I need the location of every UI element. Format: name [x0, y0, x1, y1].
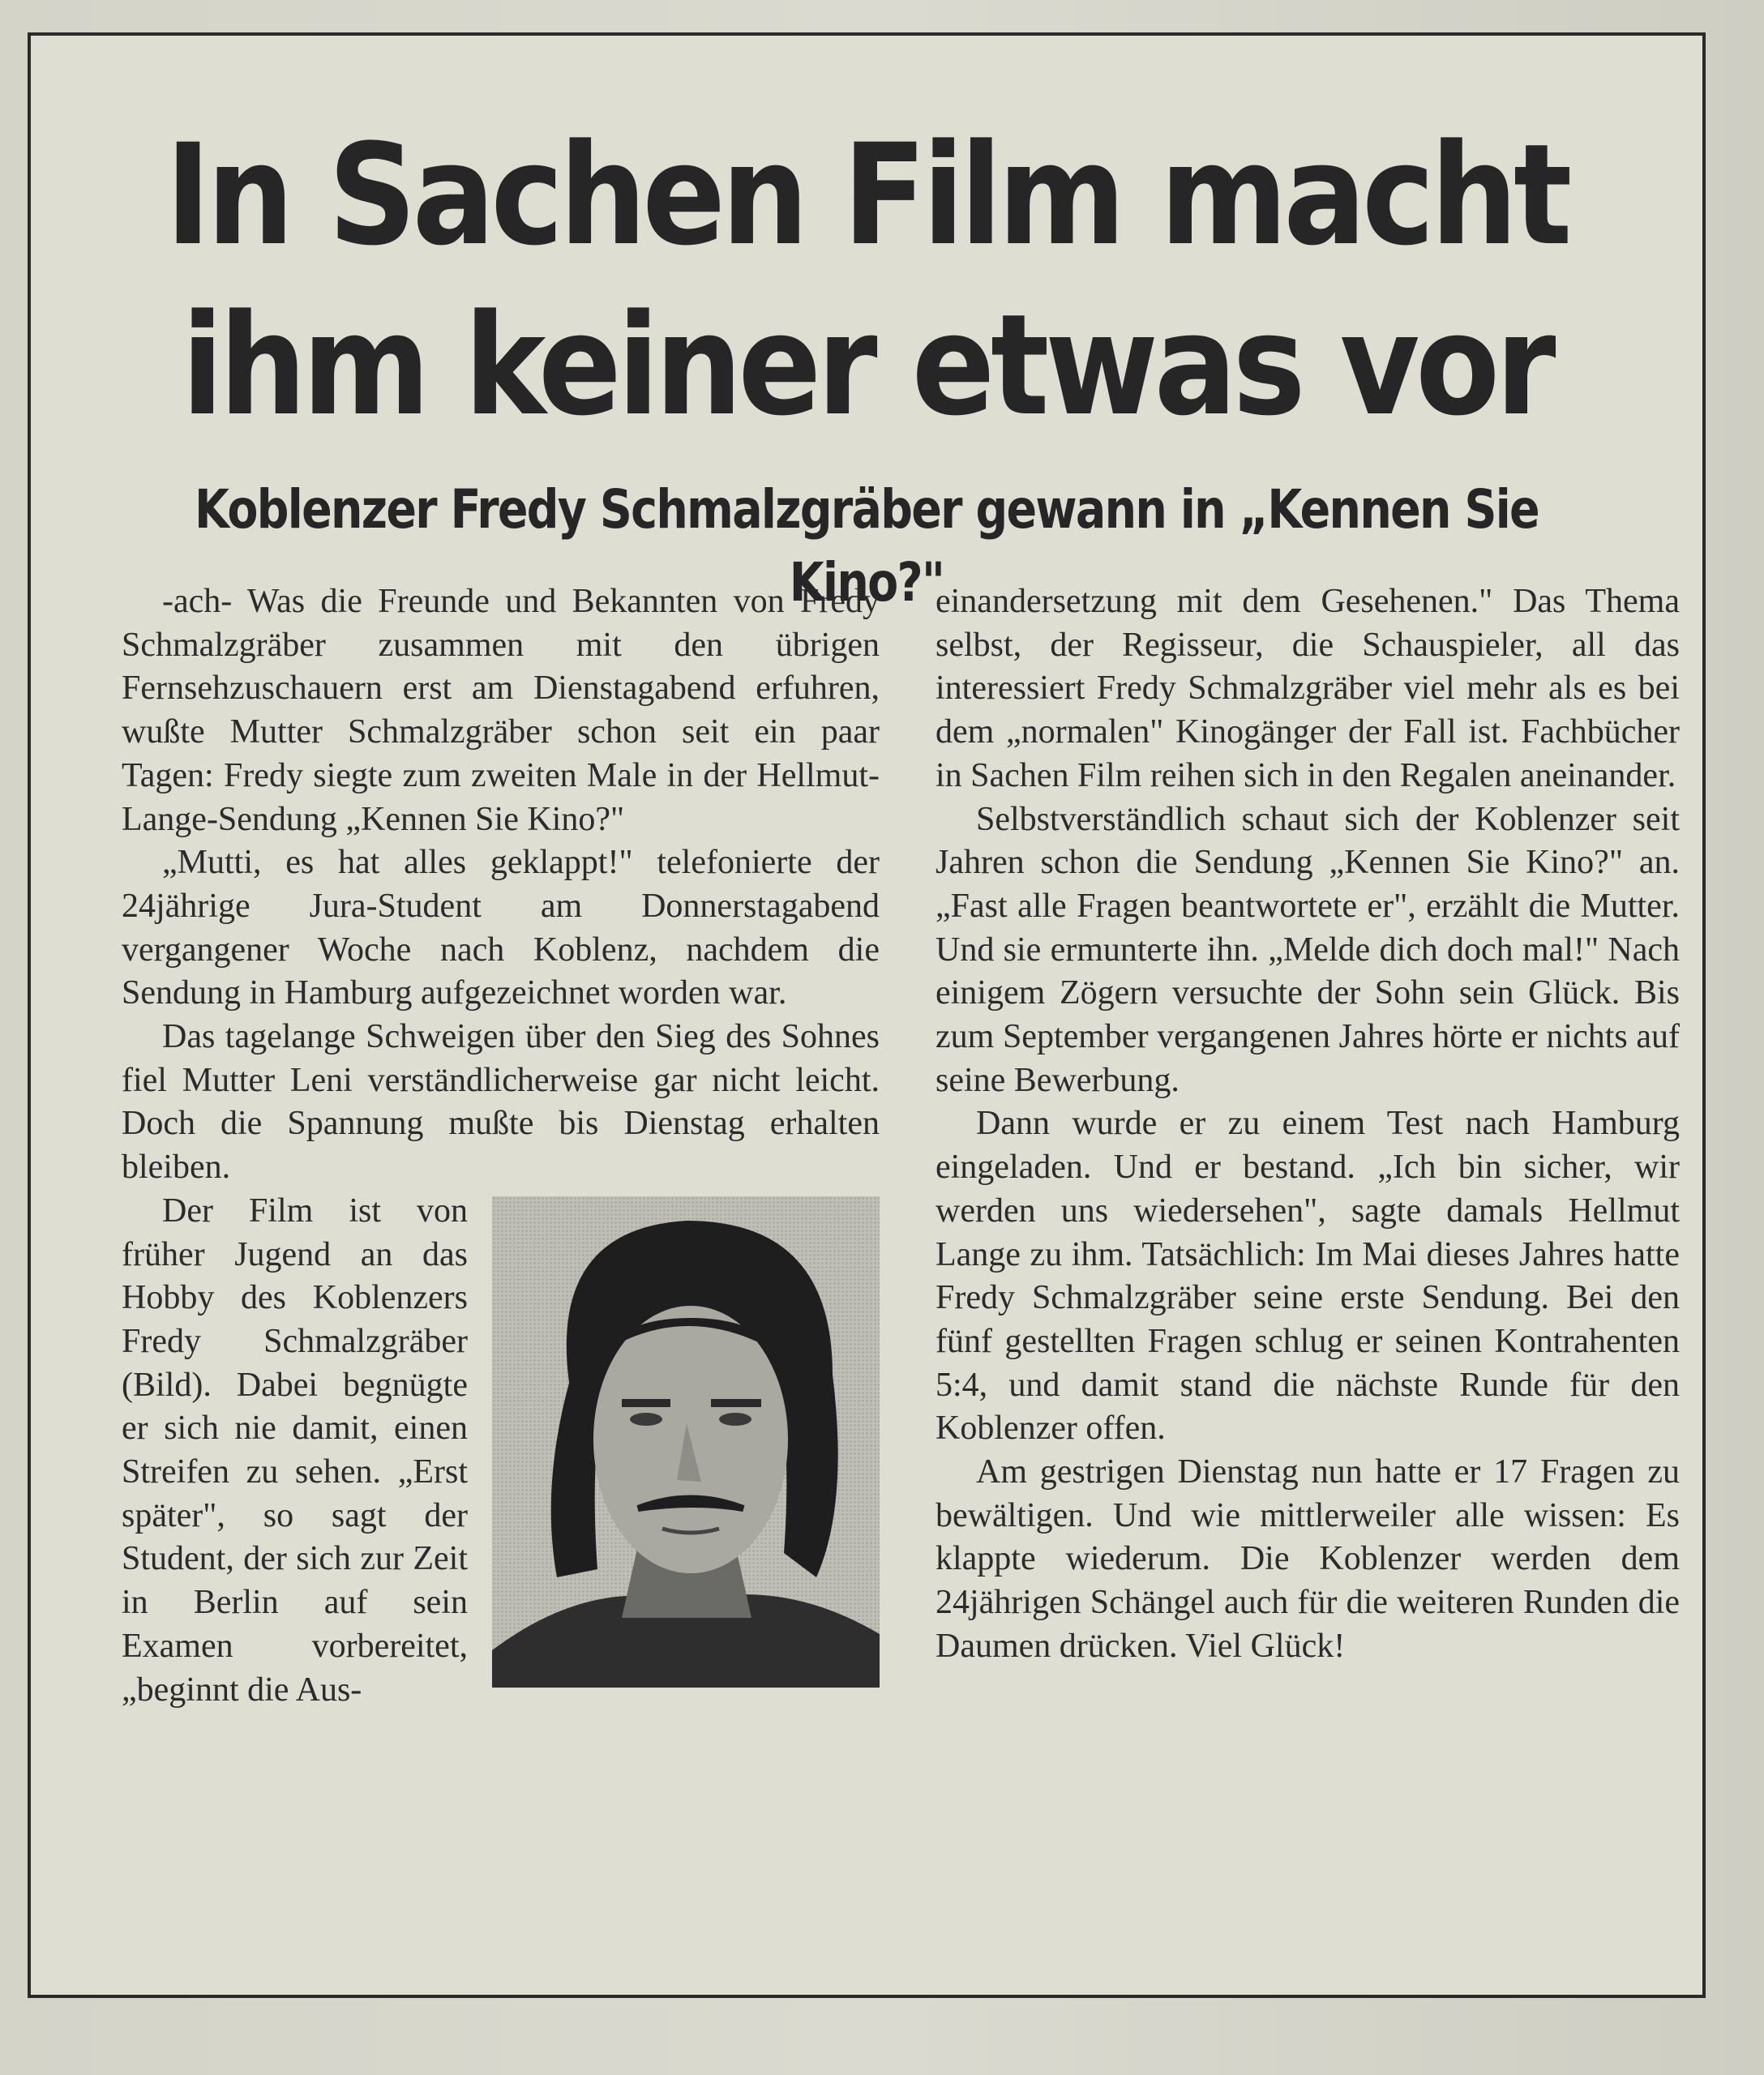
portrait-drawing [492, 1196, 880, 1688]
left-paragraph-1: -ach- Was die Freunde und Bekannten von Fredy Schmalzgräber zusammen mit den übrigen Fernsehzuschauern erst am Dienstagabend erfuhren, wußte Mutter Schmalzgräber schon seit ein paar Tagen: Fredy siegte zum zweiten Male in der Hellmut-Lange-Sendung „Kennen Sie Kino?" [122, 583, 880, 838]
subheadline: Koblenzer Fredy Schmalzgräber gewann in „Kennen Sie Kino?" [195, 478, 1539, 614]
portrait-photo [492, 1196, 880, 1688]
right-paragraph-1: einandersetzung mit dem Gesehenen." Das Thema selbst, der Regisseur, die Schauspieler, all das interessiert Fredy Schmalzgräber viel mehr als es bei dem „normalen" Kinogänger der Fall ist. Fachbücher in Sachen Film reihen sich in den Regalen aneinander. [936, 583, 1680, 794]
right-paragraph-4: Am gestrigen Dienstag nun hatte er 17 Fragen zu bewältigen. Und wie mittlerweiler alle wissen: Es klappte wiederum. Die Koblenzer werden dem 24jährigen Schängel auch für die weiteren Runden die Daumen drücken. Viel Glück! [936, 1453, 1680, 1665]
portrait-photo-icon [492, 1196, 880, 1688]
photo-block [122, 1190, 880, 1712]
headline-line-1: In Sachen Film macht [165, 113, 1569, 276]
right-column [936, 580, 1680, 1669]
article-frame [28, 32, 1706, 1998]
right-paragraph-2: Selbstverständlich schaut sich der Koblenzer seit Jahren schon die Sendung „Kennen Sie Kino?" an. „Fast alle Fragen beantwortete er", erzählt die Mutter. Und sie ermunterte ihn. „Melde dich doch mal!" Nach einigem Zögern versuchte der Sohn sein Glück. Bis zum September vergangenen Jahres hörte er nichts auf seine Bewerbung. [936, 800, 1680, 1099]
headline [131, 110, 1603, 451]
left-paragraph-2: „Mutti, es hat alles geklappt!" telefonierte der 24jährige Jura-Student am Donnerstagabend vergangener Woche nach Koblenz, nachdem die Sendung in Hamburg aufgezeichnet worden war. [122, 844, 880, 1012]
headline-line-2: ihm keiner etwas vor [181, 284, 1552, 447]
left-paragraph-3: Das tagelange Schweigen über den Sieg des Sohnes fiel Mutter Leni verständlicherweise gar nicht leicht. Doch die Spannung mußte bis Dienstag erhalten bleiben. [122, 1018, 880, 1187]
left-column [122, 580, 880, 1712]
right-paragraph-3: Dann wurde er zu einem Test nach Hamburg eingeladen. Und er bestand. „Ich bin sicher, wir werden uns wiedersehen", sagte damals Hellmut Lange zu ihm. Tatsächlich: Im Mai dieses Jahres hatte Fredy Schmalzgräber seine erste Sendung. Bei den fünf gestellten Fragen schlug er seinen Kontrahenten 5:4, und damit stand die nächste Runde für den Koblenzer offen. [936, 1105, 1680, 1448]
left-paragraph-4: Der Film ist von früher Jugend an das Hobby des Koblenzers Fredy Schmalzgräber (Bild). Dabei begnügte er sich nie damit, einen Streifen zu sehen. „Erst später", so sagt der Student, der sich zur Zeit in Berlin auf sein Examen vorbereitet, „beginnt die Aus- [122, 1192, 468, 1709]
